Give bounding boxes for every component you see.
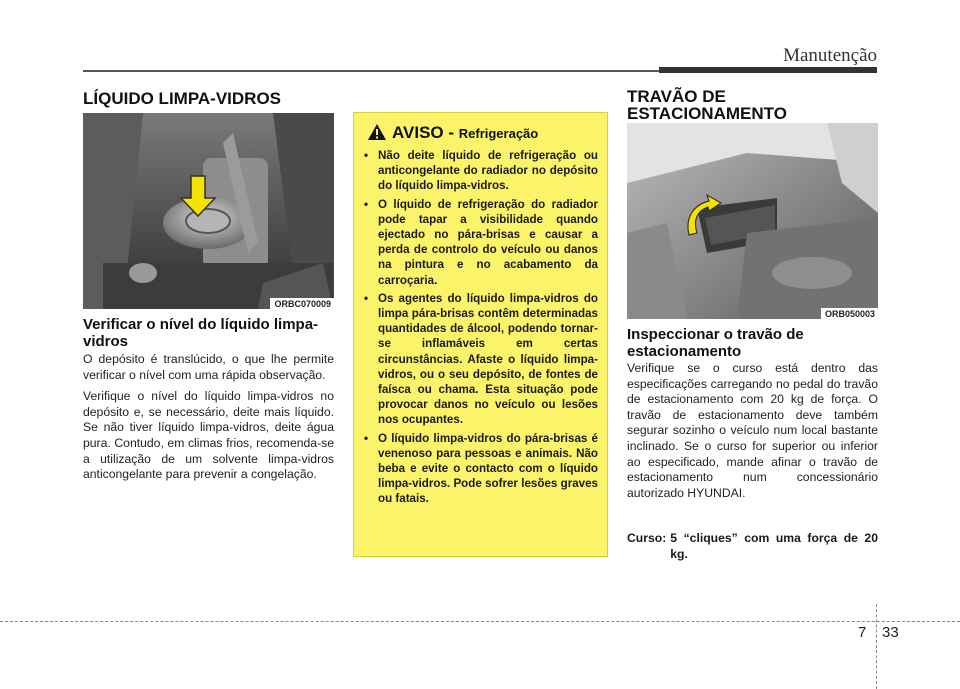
- warning-list: [364, 148, 598, 510]
- parking-brake-body: Verifique se o curso está dentro das especificações carregando no pedal do travão de estacionamento com 20 kg de força. O travão de estacionamento deve também segurar sozinho o veículo num local bastante inclinado. Se o curso for superior ou inferior ao especificado, mande afinar o travão de estacionamento num concessionário autorizado HYUNDAI.: [627, 361, 878, 500]
- parking-brake-subheading: Inspeccionar o travão de estacionamento: [627, 326, 804, 360]
- spec-label: Curso:: [627, 531, 667, 545]
- list-item: • Os agentes do líquido limpa-vidros do limpa pára-brisas contêm determinadas quantidades de álcool, podendo tornar-se inflamáveis em certas circunstâncias. Afaste o líquido limpa-vidros, ou o seu depósito, de fontes de faísca ou chama. Esta situação pode provocar danos no veículo ou lesões nos ocupantes.: [364, 291, 598, 428]
- header-rule: [83, 70, 659, 72]
- warning-title: [392, 123, 538, 143]
- spec-line: [627, 531, 878, 562]
- running-header: Manutenção: [783, 45, 877, 66]
- warning-box: [353, 112, 608, 557]
- spec-value: 5 “cliques” com uma força de 20 kg.: [670, 531, 878, 561]
- footer-rule: [0, 621, 960, 622]
- warning-title-topic: Refrigeração: [458, 126, 539, 141]
- washer-fluid-subheading: Verificar o nível do líquido limpa-vidros: [83, 316, 319, 350]
- list-item: • O líquido de refrigeração do radiador pode tapar a visibilidade quando ejectado no pára-brisas e causar a perda de controlo do veículo ou danos na pintura e no acabamento da carroçaria.: [364, 197, 598, 288]
- photo-code: ORB050003: [821, 308, 878, 319]
- paragraph: O depósito é translúcido, o que lhe permite verificar o nível com uma rápida observação.: [83, 352, 334, 382]
- list-item: • Não deite líquido de refrigeração ou anticongelante do radiador no depósito do líquido limpa-vidros.: [364, 148, 598, 194]
- paragraph: Verifique o nível do líquido limpa-vidros no depósito e, se necessário, deite mais líquido. Se não tiver líquido limpa-vidros, deite água pura. Contudo, em climas frios, recomenda-se a utilização de um solvente limpa-vidros anticongelante para prevenir a congelação.: [83, 389, 334, 482]
- washer-fluid-heading: LÍQUIDO LIMPA-VIDROS: [83, 89, 282, 108]
- footer-divider: [876, 604, 877, 689]
- list-item: • O líquido limpa-vidros do pára-brisas é venenoso para pessoas e animais. Não beba e evite o contacto com o líquido limpa-vidros. Pode sofrer lesões graves ou fatais.: [364, 431, 598, 507]
- header-rule-accent: [659, 67, 877, 73]
- warning-triangle-icon: [367, 123, 387, 141]
- page-number: 33: [882, 624, 899, 641]
- chapter-number: 7: [858, 624, 867, 641]
- parking-brake-heading: TRAVÃO DE ESTACIONAMENTO: [627, 87, 787, 123]
- parking-brake-photo: [627, 123, 878, 319]
- washer-reservoir-photo: [83, 113, 334, 309]
- warning-title-label: AVISO -: [392, 123, 459, 142]
- washer-fluid-body: [83, 352, 334, 489]
- photo-code: ORBC070009: [270, 298, 334, 309]
